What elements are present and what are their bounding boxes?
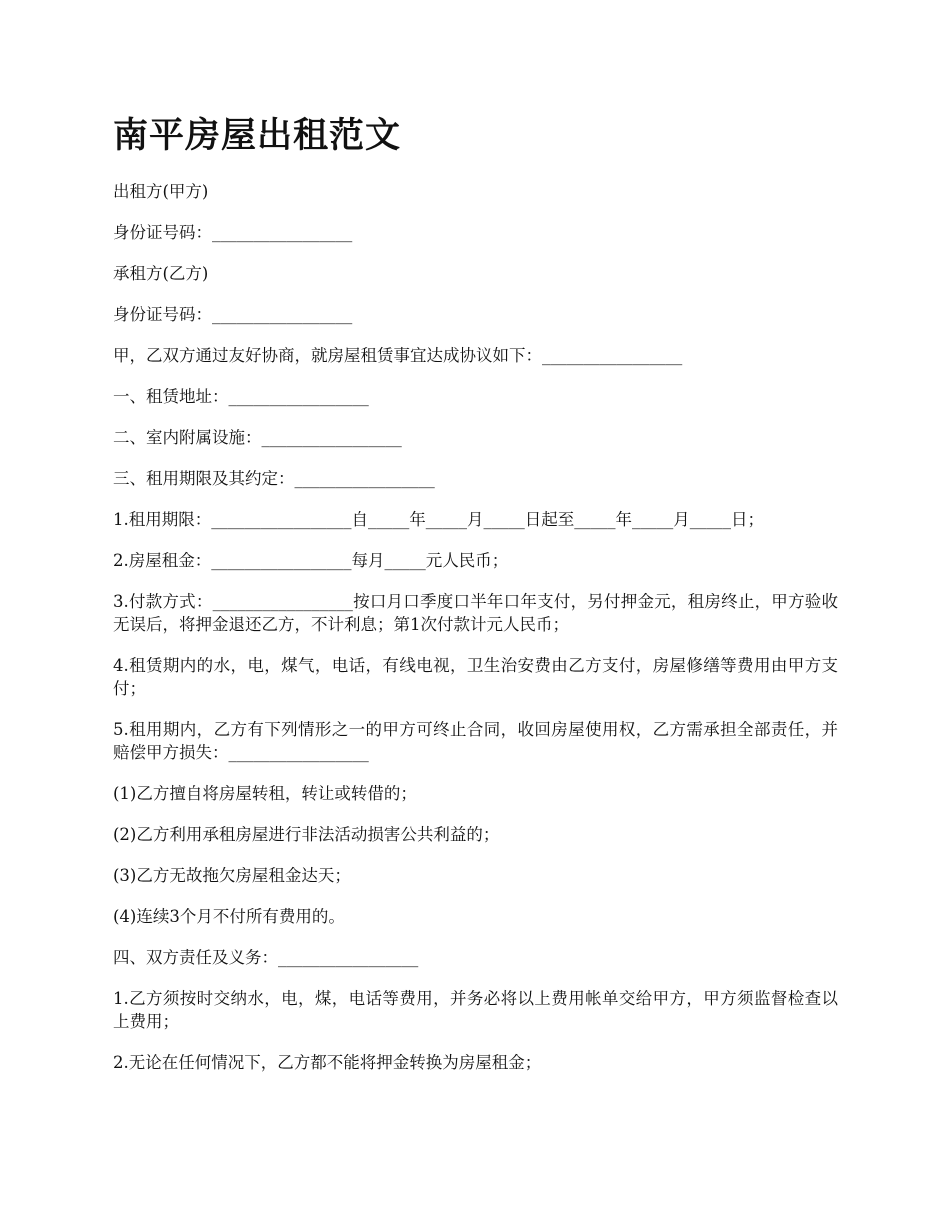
paragraph-section-4: 四、双方责任及义务：_________________ (113, 948, 419, 967)
paragraph-lessor-id: 身份证号码：_________________ (113, 223, 353, 242)
paragraph-lessee: 承租方(乙方) (113, 264, 209, 283)
paragraph-lessor: 出租方(甲方) (113, 182, 209, 201)
paragraph-section-3: 三、租用期限及其约定：_________________ (113, 469, 435, 488)
document-title: 南平房屋出租范文 (113, 115, 402, 156)
paragraph-lessee-id: 身份证号码：_________________ (113, 305, 353, 324)
paragraph-term: 1.租用期限：_________________自_____年_____月_____日起至_____年_____月_____日； (113, 510, 764, 529)
paragraph-clause-2: (2)乙方利用承租房屋进行非法活动损害公共利益的； (113, 825, 500, 844)
paragraph-duty-2: 2.无论在任何情况下，乙方都不能将押金转换为房屋租金； (113, 1053, 542, 1072)
paragraph-section-2: 二、室内附属设施：_________________ (113, 428, 402, 447)
paragraph-agreement-intro: 甲，乙双方通过友好协商，就房屋租赁事宜达成协议如下：_________________ (113, 346, 683, 365)
paragraph-clause-4: (4)连续3个月不付所有费用的。 (113, 907, 345, 926)
paragraph-rent: 2.房屋租金：_________________每月_____元人民币； (113, 551, 509, 570)
paragraph-duty-1: 1.乙方须按时交纳水，电，煤，电话等费用，并务必将以上费用帐单交给甲方，甲方须监督检查以上费用； (113, 989, 838, 1031)
paragraph-section-1: 一、租赁地址：_________________ (113, 387, 369, 406)
paragraph-clause-1: (1)乙方擅自将房屋转租，转让或转借的； (113, 784, 417, 803)
paragraph-payment: 3.付款方式：_________________按口月口季度口半年口年支付，另付押金元，租房终止，甲方验收无误后，将押金退还乙方，不计利息；第1次付款计元人民币； (113, 592, 838, 634)
paragraph-fees: 4.租赁期内的水，电，煤气，电话，有线电视，卫生治安费由乙方支付，房屋修缮等费用由甲方支付； (113, 656, 838, 698)
paragraph-clause-3: (3)乙方无故拖欠房屋租金达天； (113, 866, 351, 885)
paragraph-termination: 5.租用期内，乙方有下列情形之一的甲方可终止合同，收回房屋使用权，乙方需承担全部责任，并赔偿甲方损失：_________________ (113, 720, 838, 762)
document-page (113, 112, 838, 1092)
